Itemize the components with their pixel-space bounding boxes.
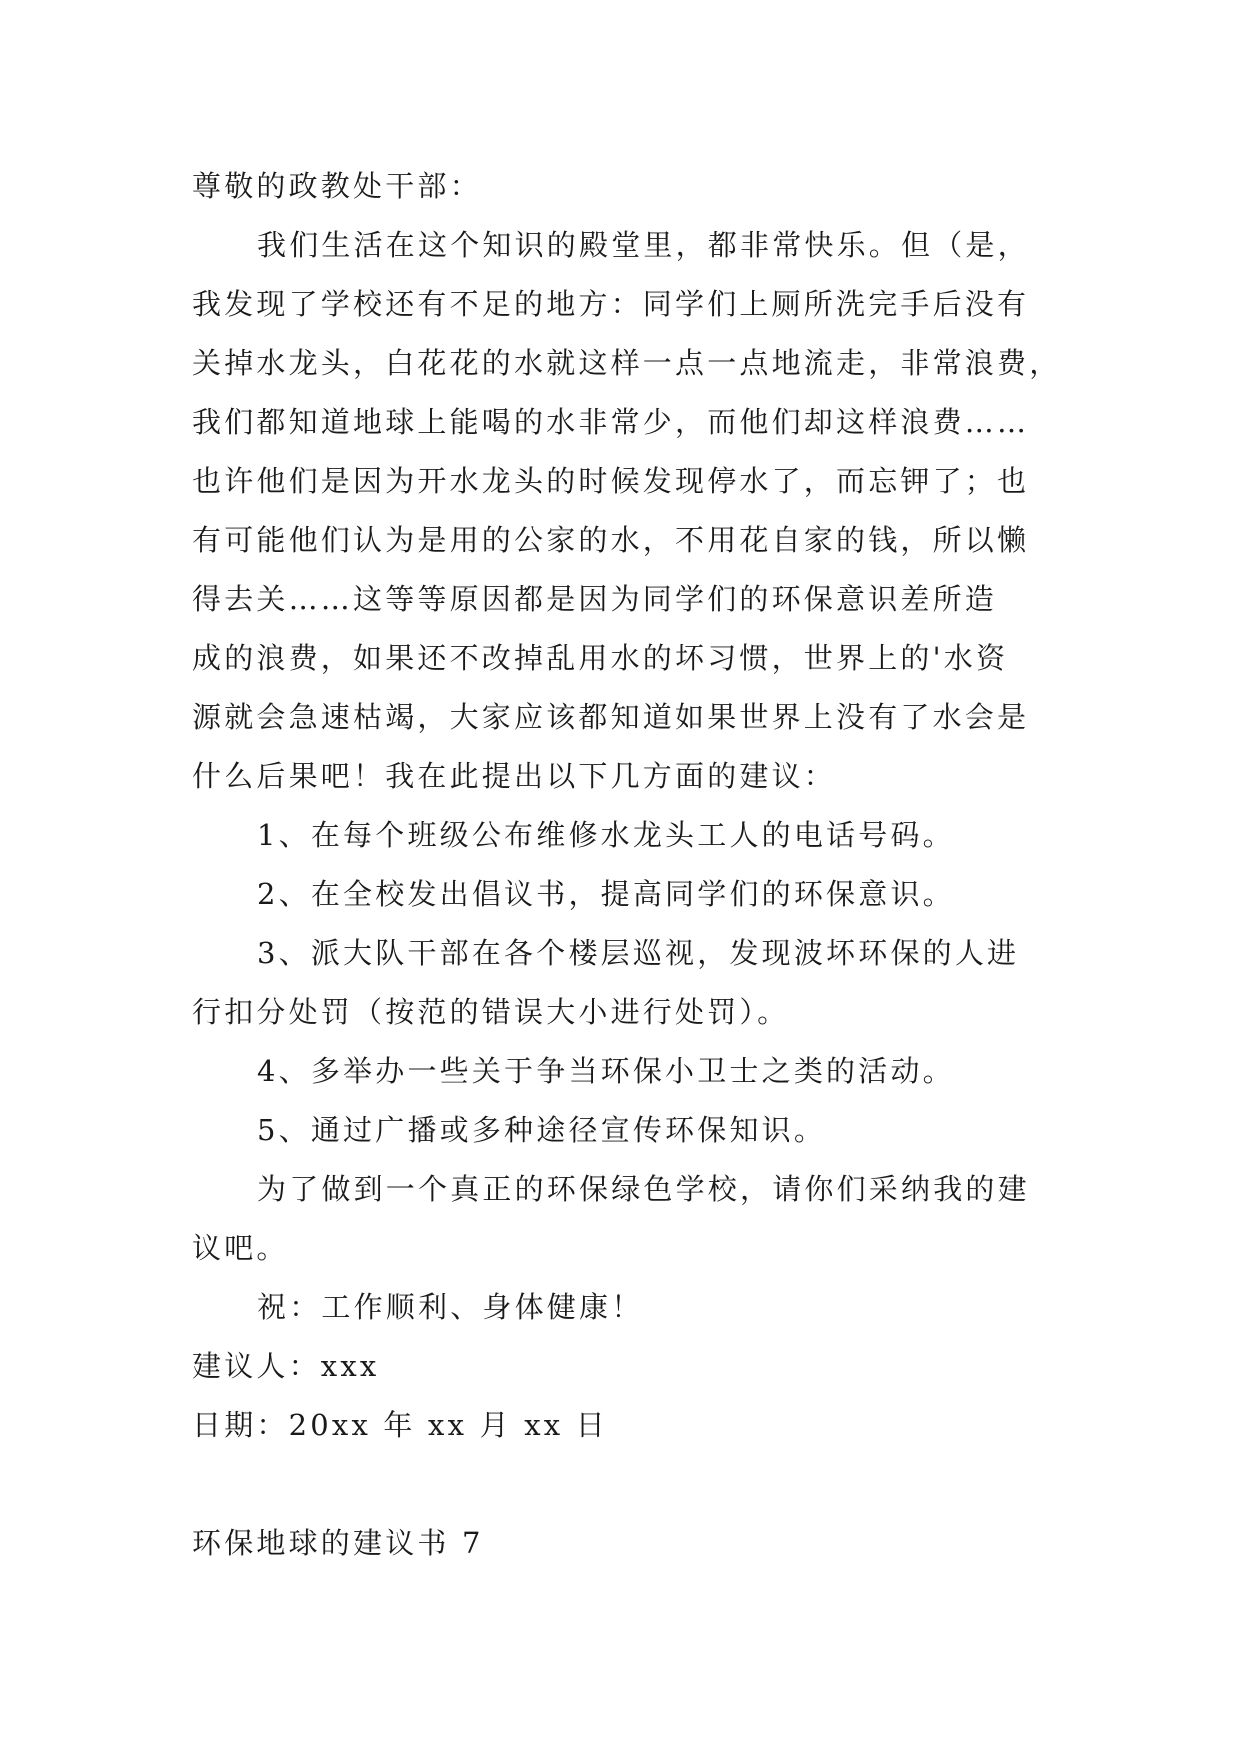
body-line: 有可能他们认为是用的公家的水，不用花自家的钱，所以懒 bbox=[192, 523, 1030, 557]
suggestion-item: 1、在每个班级公布维修水龙头工人的电话号码。 bbox=[257, 818, 955, 852]
closing-line: 议吧。 bbox=[192, 1231, 289, 1265]
body-line: 成的浪费，如果还不改掉乱用水的坏习惯，世界上的'水资 bbox=[192, 641, 1009, 675]
suggestion-item: 5、通过广播或多种途径宣传环保知识。 bbox=[257, 1113, 827, 1147]
suggestion-item-continued: 行扣分处罚（按范的错误大小进行处罚）。 bbox=[192, 995, 790, 1029]
date-line: 日期：20xx 年 xx 月 xx 日 bbox=[192, 1408, 608, 1442]
suggestion-item: 3、派大队干部在各个楼层巡视，发现波坏环保的人进 bbox=[257, 936, 1020, 970]
closing-line: 为了做到一个真正的环保绿色学校，请你们采纳我的建 bbox=[257, 1172, 1030, 1206]
body-line: 什么后果吧！我在此提出以下几方面的建议： bbox=[192, 759, 837, 793]
body-line: 源就会急速枯竭，大家应该都知道如果世界上没有了水会是 bbox=[192, 700, 1030, 734]
body-line: 关掉水龙头，白花花的水就这样一点一点地流走，非常浪费， bbox=[192, 346, 1062, 380]
signer-line: 建议人：xxx bbox=[192, 1349, 380, 1383]
body-line: 得去关……这等等原因都是因为同学们的环保意识差所造 bbox=[192, 582, 998, 616]
suggestion-item: 4、多举办一些关于争当环保小卫士之类的活动。 bbox=[257, 1054, 955, 1088]
body-line: 也许他们是因为开水龙头的时候发现停水了，而忘钾了；也 bbox=[192, 464, 1030, 498]
next-section-title: 环保地球的建议书 7 bbox=[192, 1526, 484, 1560]
salutation: 尊敬的政教处干部： bbox=[192, 169, 482, 203]
suggestion-item: 2、在全校发出倡议书，提高同学们的环保意识。 bbox=[257, 877, 955, 911]
body-line: 我们都知道地球上能喝的水非常少，而他们却这样浪费…… bbox=[192, 405, 1030, 439]
wish-line: 祝：工作顺利、身体健康！ bbox=[257, 1290, 644, 1324]
body-line: 我们生活在这个知识的殿堂里，都非常快乐。但（是， bbox=[257, 228, 1030, 262]
body-line: 我发现了学校还有不足的地方：同学们上厕所洗完手后没有 bbox=[192, 287, 1030, 321]
